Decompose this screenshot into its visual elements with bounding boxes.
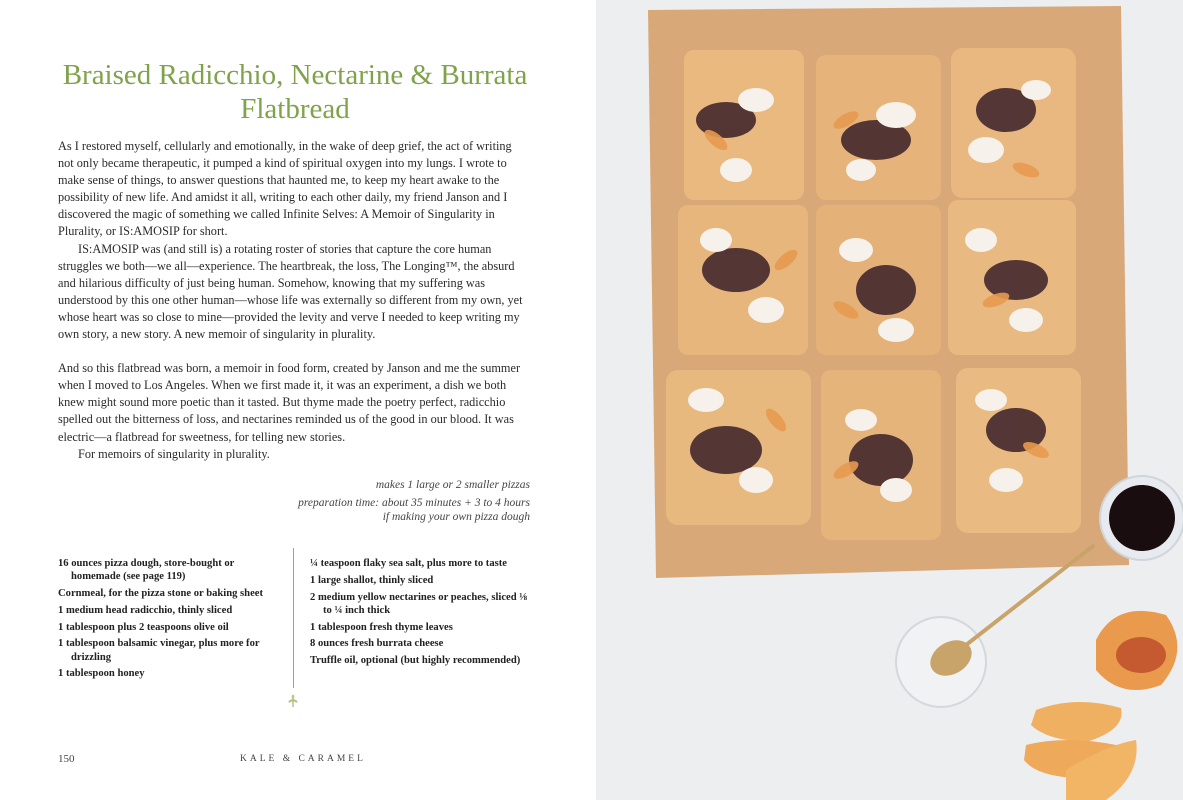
ingredient-item: 1 large shallot, thinly sliced: [310, 574, 434, 586]
flatbread-photo: [596, 0, 1183, 800]
intro-paragraph-4: For memoirs of singularity in plurality.: [78, 446, 270, 461]
prep-time-line-1: preparation time: about 35 minutes + 3 to 4 hours: [298, 497, 530, 509]
ingredient-item: 1 tablespoon plus 2 teaspoons olive oil: [58, 621, 229, 633]
ingredient-item: 1 tablespoon honey: [58, 668, 145, 680]
ingredient-item: 16 ounces pizza dough, store-bought or homemade (see page 119): [58, 558, 235, 583]
recipe-yield: [270, 478, 530, 524]
ingredient-item: 1 tablespoon fresh thyme leaves: [310, 621, 453, 633]
page-number: 150: [58, 753, 75, 765]
ingredients-list-right: [310, 557, 535, 671]
recipe-title: Braised Radicchio, Nectarine & Burrata Flatbread: [62, 59, 528, 125]
ingredient-item: ¼ teaspoon flaky sea salt, plus more to taste: [310, 558, 507, 569]
intro-text: [58, 138, 530, 463]
ingredient-item: Cornmeal, for the pizza stone or baking sheet: [58, 588, 263, 599]
ingredient-item: Truffle oil, optional (but highly recommended): [310, 655, 521, 667]
intro-paragraph-1: As I restored myself, cellularly and emotionally, in the wake of deep grief, the act of writing not only became therapeutic, it pumped a kind of spiritual oxygen into my lungs. I wrote to make sense of things, to answer questions that haunted me, to keep my heart awake to the possibility of new life. And amidst it all, writing to each other daily, my friend Janson and I discovered the magic of something we called Infinite Selves: A Memoir of Singularity in Plurality, or IS:AMOSIP for short.: [58, 139, 512, 239]
running-head: KALE & CARAMEL: [240, 754, 366, 764]
ingredients-divider: [293, 548, 294, 688]
food-photo: [596, 0, 1183, 800]
ingredients-list-left: [58, 557, 283, 684]
sprig-ornament-icon: [286, 694, 300, 708]
ingredient-item: 8 ounces fresh burrata cheese: [310, 638, 444, 650]
ingredient-item: 2 medium yellow nectarines or peaches, sliced ⅛ to ¼ inch thick: [310, 591, 528, 616]
ingredient-item: 1 tablespoon balsamic vinegar, plus more for drizzling: [58, 638, 260, 663]
balsamic-bowl: [1100, 476, 1183, 560]
intro-paragraph-2: IS:AMOSIP was (and still is) a rotating roster of stories that capture the core human struggles we both—we all—experience. The heartbreak, the loss, The Longing™, the absurd and hilarious difficulty of just being human. Somehow, knowing that my suffering was understood by this one other human—whose life was externally so different from my own, yet whose heart was so close to mine—provided the levity and verve I needed to keep writing my own story, a new story. A new memoir of singularity in plurality.: [58, 241, 523, 342]
prep-time-line-2: if making your own pizza dough: [382, 511, 530, 523]
makes-line: makes 1 large or 2 smaller pizzas: [375, 479, 530, 491]
ingredient-item: 1 medium head radicchio, thinly sliced: [58, 604, 233, 616]
intro-paragraph-3: And so this flatbread was born, a memoir in food form, created by Janson and me the summer when I moved to Los Angeles. When we first made it, it was an experiment, a dish we both knew might sound more poetic than it tasted. But thyme made the poetry perfect, radicchio spelled out the bitterness of loss, and nectarines reminded us of the good in our blood. It was electric—a flatbread for sweetness, for telling new stories.: [58, 361, 521, 444]
